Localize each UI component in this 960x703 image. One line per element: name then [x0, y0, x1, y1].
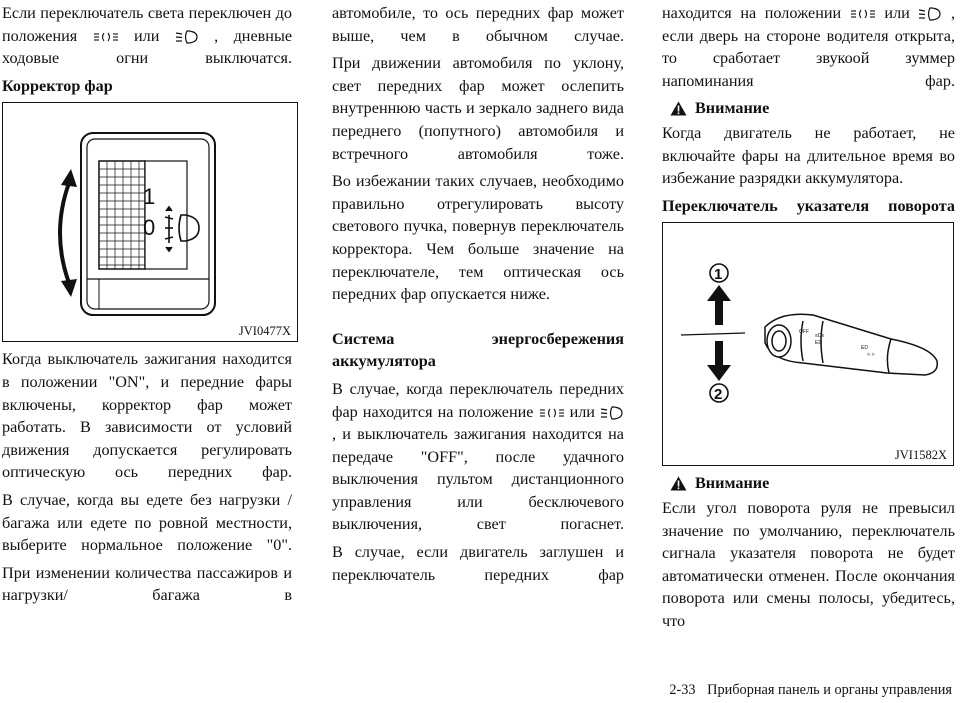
- paragraph-engine-off: В случае, если двигатель заглушен и переключатель передних фар: [332, 543, 624, 584]
- dial-label-0: 0: [143, 215, 156, 241]
- text-segment: находится на положении: [662, 4, 842, 22]
- footer-section-title: Приборная панель и органы управления: [707, 682, 952, 698]
- paragraph-passengers: При изменении количества пассажиров и нагрузки/ багажа в: [2, 563, 292, 605]
- warning-heading: [662, 97, 955, 120]
- paragraph-light-switch: [2, 2, 292, 70]
- text-segment: , дневные ходовые огни выключатся.: [2, 26, 293, 68]
- figure-turn-signal: [662, 222, 954, 466]
- paragraph-adjust: Во избежании таких случаев, необходимо правильно отрегулировать высоту светового пучка, повернув переключатель корректора. Чем больше значение на переключателе, тем оптическая ось передних фар опускается ниже.: [332, 172, 624, 304]
- headlight-icon: [918, 7, 942, 21]
- parking-light-icon: [539, 407, 565, 419]
- section-heading-battery-saver: Система энергосбережения аккумулятора: [332, 329, 624, 371]
- svg-text:ED: ED: [861, 345, 868, 352]
- column-3: [662, 2, 955, 638]
- curved-double-arrow-icon: [60, 169, 77, 297]
- warning-label: Внимание: [695, 99, 770, 118]
- dial-label-1: 1: [143, 184, 156, 210]
- label-down: 2: [714, 386, 723, 404]
- label-up: 1: [714, 266, 723, 284]
- turn-signal-lever: [765, 315, 937, 376]
- warning-triangle-icon: [670, 476, 687, 491]
- text-segment: , и выключатель зажигания находится на передаче "OFF", после удачного выключения пультом дистанционного управления или бесключевого выключения, свет погаснет.: [332, 425, 624, 534]
- down-arrow-icon: [707, 341, 731, 381]
- paragraph-battery-saver: [332, 378, 624, 536]
- text-segment: или: [569, 402, 595, 421]
- svg-text:OFF: OFF: [799, 329, 809, 336]
- parking-light-icon: [850, 8, 876, 20]
- column-1: [2, 2, 292, 612]
- page-number: 2-33: [669, 682, 696, 698]
- headlight-icon: [175, 30, 199, 44]
- paragraph-slope: При движении автомобиля по уклону, свет передних фар может ослепить внутреннюю часть и зеркало заднего вида переднего (попутного) автомобиля и встречного автомобиля тоже.: [332, 54, 624, 163]
- figure-headlight-leveler: [2, 102, 298, 342]
- section-heading-headlight-leveler: Корректор фар: [2, 76, 113, 95]
- svg-text:≡D≡: ≡D≡: [815, 333, 825, 340]
- paragraph-battery-warning: Когда двигатель не работает, не включайте фары на длительное время во избежание разрядки аккумулятора.: [662, 123, 955, 188]
- text-segment: , если дверь на стороне водителя открыта, то сработает звукоой зуммер напоминания фар.: [662, 4, 956, 90]
- paragraph-axis-higher: автомобиле, то ось передних фар может выше, чем в обычном случае.: [332, 4, 624, 45]
- paragraph-door-buzzer: [662, 2, 955, 92]
- text-segment: Если переключатель света переключен до положения: [2, 4, 292, 45]
- text-segment: или: [134, 26, 160, 45]
- paragraph-ignition: Когда выключатель зажигания находится в положении "ON", и передние фары включены, корректор фар может работать. В зависимости от условий движения допускается регулировать оптическую ось передних фар.: [2, 350, 292, 482]
- up-arrow-icon: [707, 285, 731, 325]
- paragraph-no-load: В случае, когда вы едете без нагрузки / багажа или едете по ровной местности, выберите нормальное положение "0".: [2, 490, 292, 555]
- parking-light-icon: [93, 31, 119, 43]
- figure-code: JVI0477X: [238, 324, 291, 339]
- warning-label: Внимание: [695, 474, 770, 493]
- svg-text:·: ·: [877, 330, 879, 337]
- turn-signal-illustration: [663, 223, 952, 463]
- warning-heading: [662, 472, 955, 495]
- figure-code: JVI1582X: [894, 448, 947, 463]
- headlight-icon: [600, 406, 624, 420]
- paragraph-turn-signal-warning: Если угол поворота руля не превысил значение по умолчанию, переключатель сигнала указателя поворота не будет автоматически отменен. После окончания поворота или смены полосы, убедитесь, что: [662, 498, 955, 630]
- section-heading-turn-signal: Переключатель указателя поворота: [662, 196, 955, 215]
- warning-triangle-icon: [670, 101, 687, 116]
- text-segment: или: [884, 4, 910, 22]
- page-footer: [669, 682, 952, 698]
- column-2: [332, 2, 624, 591]
- leveler-illustration: [3, 103, 296, 339]
- svg-text:<·>: <·>: [867, 352, 875, 359]
- text-segment: В случае, когда переключатель передних фар находится на положение: [332, 379, 624, 421]
- svg-text:ED: ED: [815, 340, 822, 347]
